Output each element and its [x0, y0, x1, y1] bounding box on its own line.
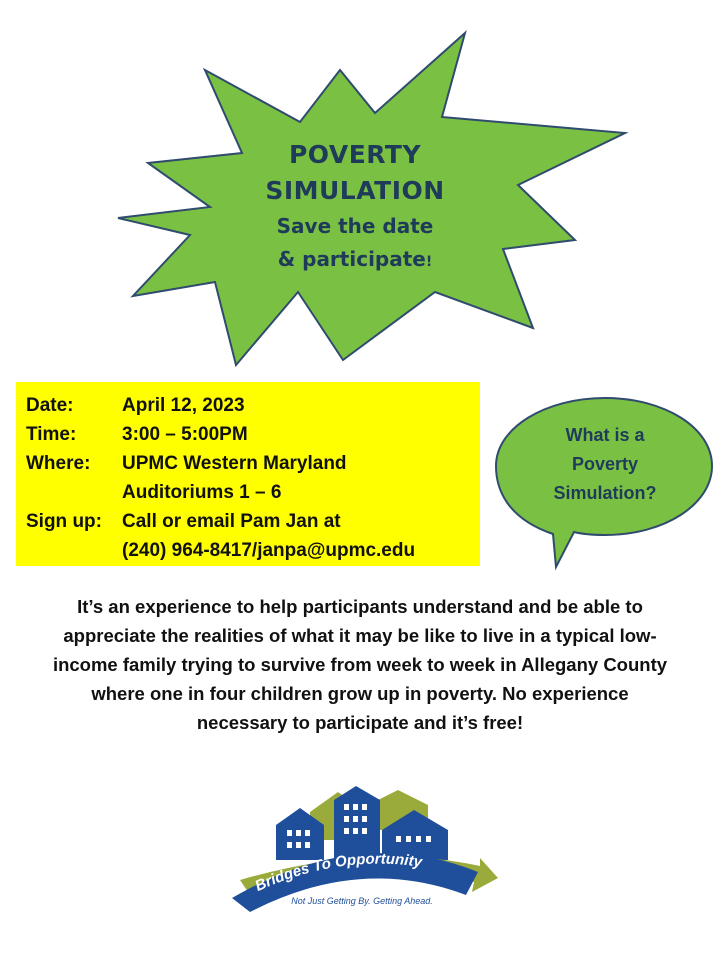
- detail-label: Where:: [26, 453, 91, 474]
- bubble-line3: Simulation?: [553, 483, 657, 503]
- detail-value: (240) 964-8417/janpa@upmc.edu: [122, 540, 416, 561]
- event-description: It’s an experience to help participants understand and be able to appreciate the realities of what it may be like to live in a typical low-income family trying to survive from week to week in Allegany County where one in four children grow up in poverty. No experience necessary to participate and it’s free!: [52, 596, 668, 733]
- detail-value: 3:00 – 5:00PM: [122, 424, 248, 445]
- detail-value: Auditoriums 1 – 6: [122, 482, 282, 503]
- event-title-line1: POVERTY: [288, 140, 422, 169]
- detail-value: April 12, 2023: [122, 395, 245, 416]
- event-title-line2: SIMULATION: [265, 176, 445, 205]
- bubble-line1: What is a: [565, 425, 645, 445]
- logo-wordmark: Bridges To Opportunity: [252, 850, 424, 895]
- bubble-line2: Poverty: [571, 454, 639, 474]
- event-subtitle-line2-text: & participate: [277, 247, 426, 271]
- detail-value: Call or email Pam Jan at: [122, 511, 341, 532]
- event-subtitle-line1: Save the date: [276, 214, 434, 238]
- logo-tagline: Not Just Getting By. Getting Ahead.: [291, 896, 433, 906]
- detail-value: UPMC Western Maryland: [122, 453, 347, 474]
- event-subtitle-excl: !: [425, 254, 433, 270]
- detail-label: Time:: [26, 424, 77, 445]
- house-icon: [276, 786, 448, 860]
- detail-label: Sign up:: [26, 511, 102, 532]
- detail-label: Date:: [26, 395, 74, 416]
